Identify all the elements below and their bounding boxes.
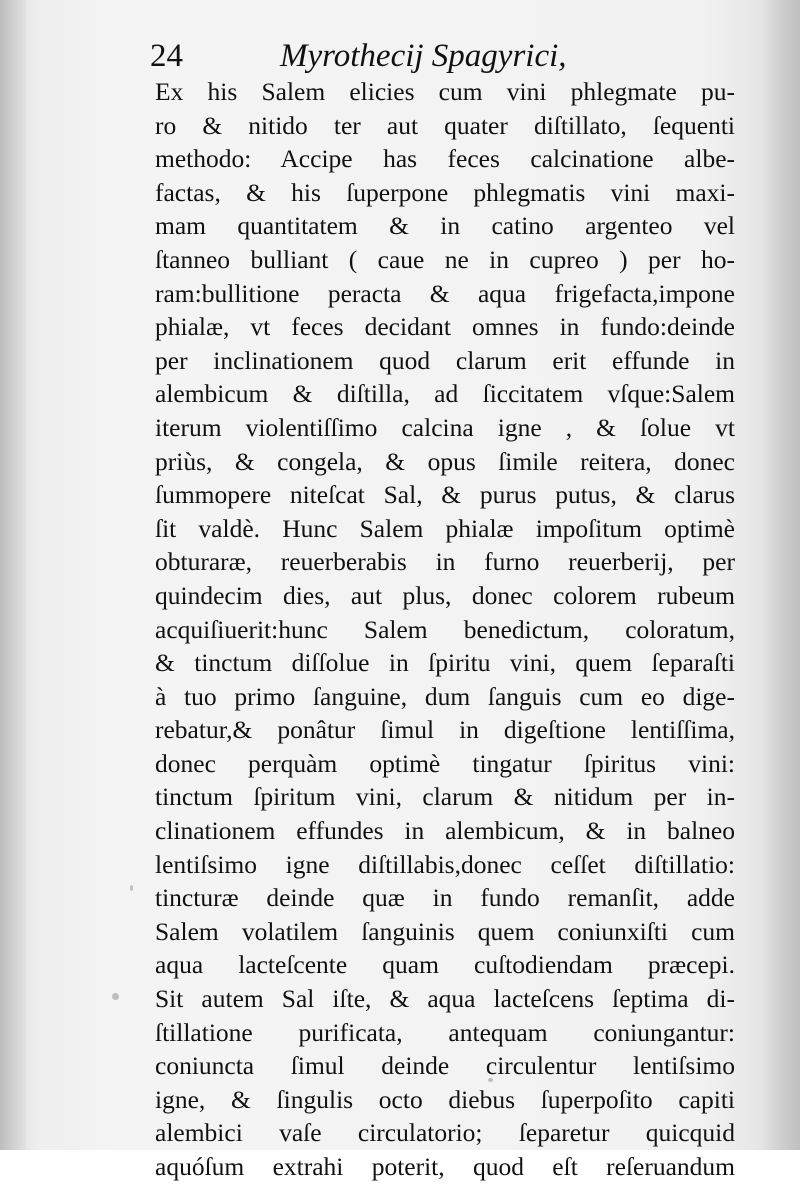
ink-speck bbox=[130, 885, 133, 891]
text-line: factas, & his ſuperpone phlegmatis vini maxi- bbox=[155, 177, 735, 207]
running-title: Myrothecij Spagyrici, bbox=[280, 38, 567, 74]
ink-speck bbox=[112, 993, 119, 1000]
text-line: aquóſum extrahi poterit, quod eſt reſeruandum bbox=[155, 1152, 735, 1181]
text-line: methodo: Accipe has feces calcinatione albe- bbox=[155, 144, 735, 174]
text-line: & tinctum diſſolue in ſpiritu vini, quem ſeparaſti bbox=[155, 648, 735, 678]
text-line: ſit valdè. Hunc Salem phialæ impoſitum optimè bbox=[155, 513, 735, 543]
text-line: obturaræ, reuerberabis in furno reuerberij, per bbox=[155, 547, 735, 577]
text-line: ſummopere niteſcat Sal, & purus putus, & clarus bbox=[155, 480, 735, 510]
text-line: mam quantitatem & in catino argenteo vel bbox=[155, 211, 735, 241]
text-line: rebatur,& ponâtur ſimul in digeſtione lentiſſima, bbox=[155, 715, 735, 745]
text-line: donec perquàm optimè tingatur ſpiritus vini: bbox=[155, 748, 735, 778]
running-head bbox=[150, 34, 710, 78]
text-line: igne, & ſingulis octo diebus ſuperpoſito capiti bbox=[155, 1084, 735, 1114]
page-edge-shadow bbox=[760, 0, 800, 1150]
ink-speck bbox=[488, 1078, 493, 1082]
text-line: ro & nitido ter aut quater diſtillato, ſequenti bbox=[155, 110, 735, 140]
text-line: ſtanneo bulliant ( caue ne in cupreo ) per ho- bbox=[155, 244, 735, 274]
text-line: ſtillatione purificata, antequam coniungantur: bbox=[155, 1017, 735, 1047]
text-line: iterum violentiſſimo calcina igne , & ſolue vt bbox=[155, 412, 735, 442]
text-line: lentiſsimo igne diſtillabis,donec ceſſet diſtillatio: bbox=[155, 849, 735, 879]
text-line: acquiſiuerit:hunc Salem benedictum, coloratum, bbox=[155, 614, 735, 644]
text-line: priùs, & congela, & opus ſimile reitera, donec bbox=[155, 446, 735, 476]
text-line: Salem volatilem ſanguinis quem coniunxiſti cum bbox=[155, 916, 735, 946]
text-line: per inclinationem quod clarum erit effunde in bbox=[155, 345, 735, 375]
text-line: alembicum & diſtilla, ad ſiccitatem vſque:Salem bbox=[155, 379, 735, 409]
text-line: à tuo primo ſanguine, dum ſanguis cum eo dige- bbox=[155, 681, 735, 711]
text-line: ram:bullitione peracta & aqua frigefacta,impone bbox=[155, 278, 735, 308]
body-text bbox=[155, 75, 735, 1184]
text-line: Sit autem Sal iſte, & aqua lacteſcens ſeptima di- bbox=[155, 984, 735, 1014]
page-number: 24 bbox=[150, 38, 183, 74]
text-line: tincturæ deinde quæ in fundo remanſit, adde bbox=[155, 883, 735, 913]
text-line: clinationem effundes in alembicum, & in balneo bbox=[155, 816, 735, 846]
page-gutter-shadow bbox=[0, 0, 26, 1150]
text-line: phialæ, vt feces decidant omnes in fundo:deinde bbox=[155, 312, 735, 342]
text-line: quindecim dies, aut plus, donec colorem rubeum bbox=[155, 580, 735, 610]
text-line: alembici vaſe circulatorio; ſeparetur quicquid bbox=[155, 1118, 735, 1148]
text-line: aqua lacteſcente quam cuſtodiendam præcepi. bbox=[155, 950, 735, 980]
text-line: coniuncta ſimul deinde circulentur lentiſsimo bbox=[155, 1051, 735, 1081]
text-line: Ex his Salem elicies cum vini phlegmate pu- bbox=[155, 77, 735, 106]
text-line: tinctum ſpiritum vini, clarum & nitidum per in- bbox=[155, 782, 735, 812]
